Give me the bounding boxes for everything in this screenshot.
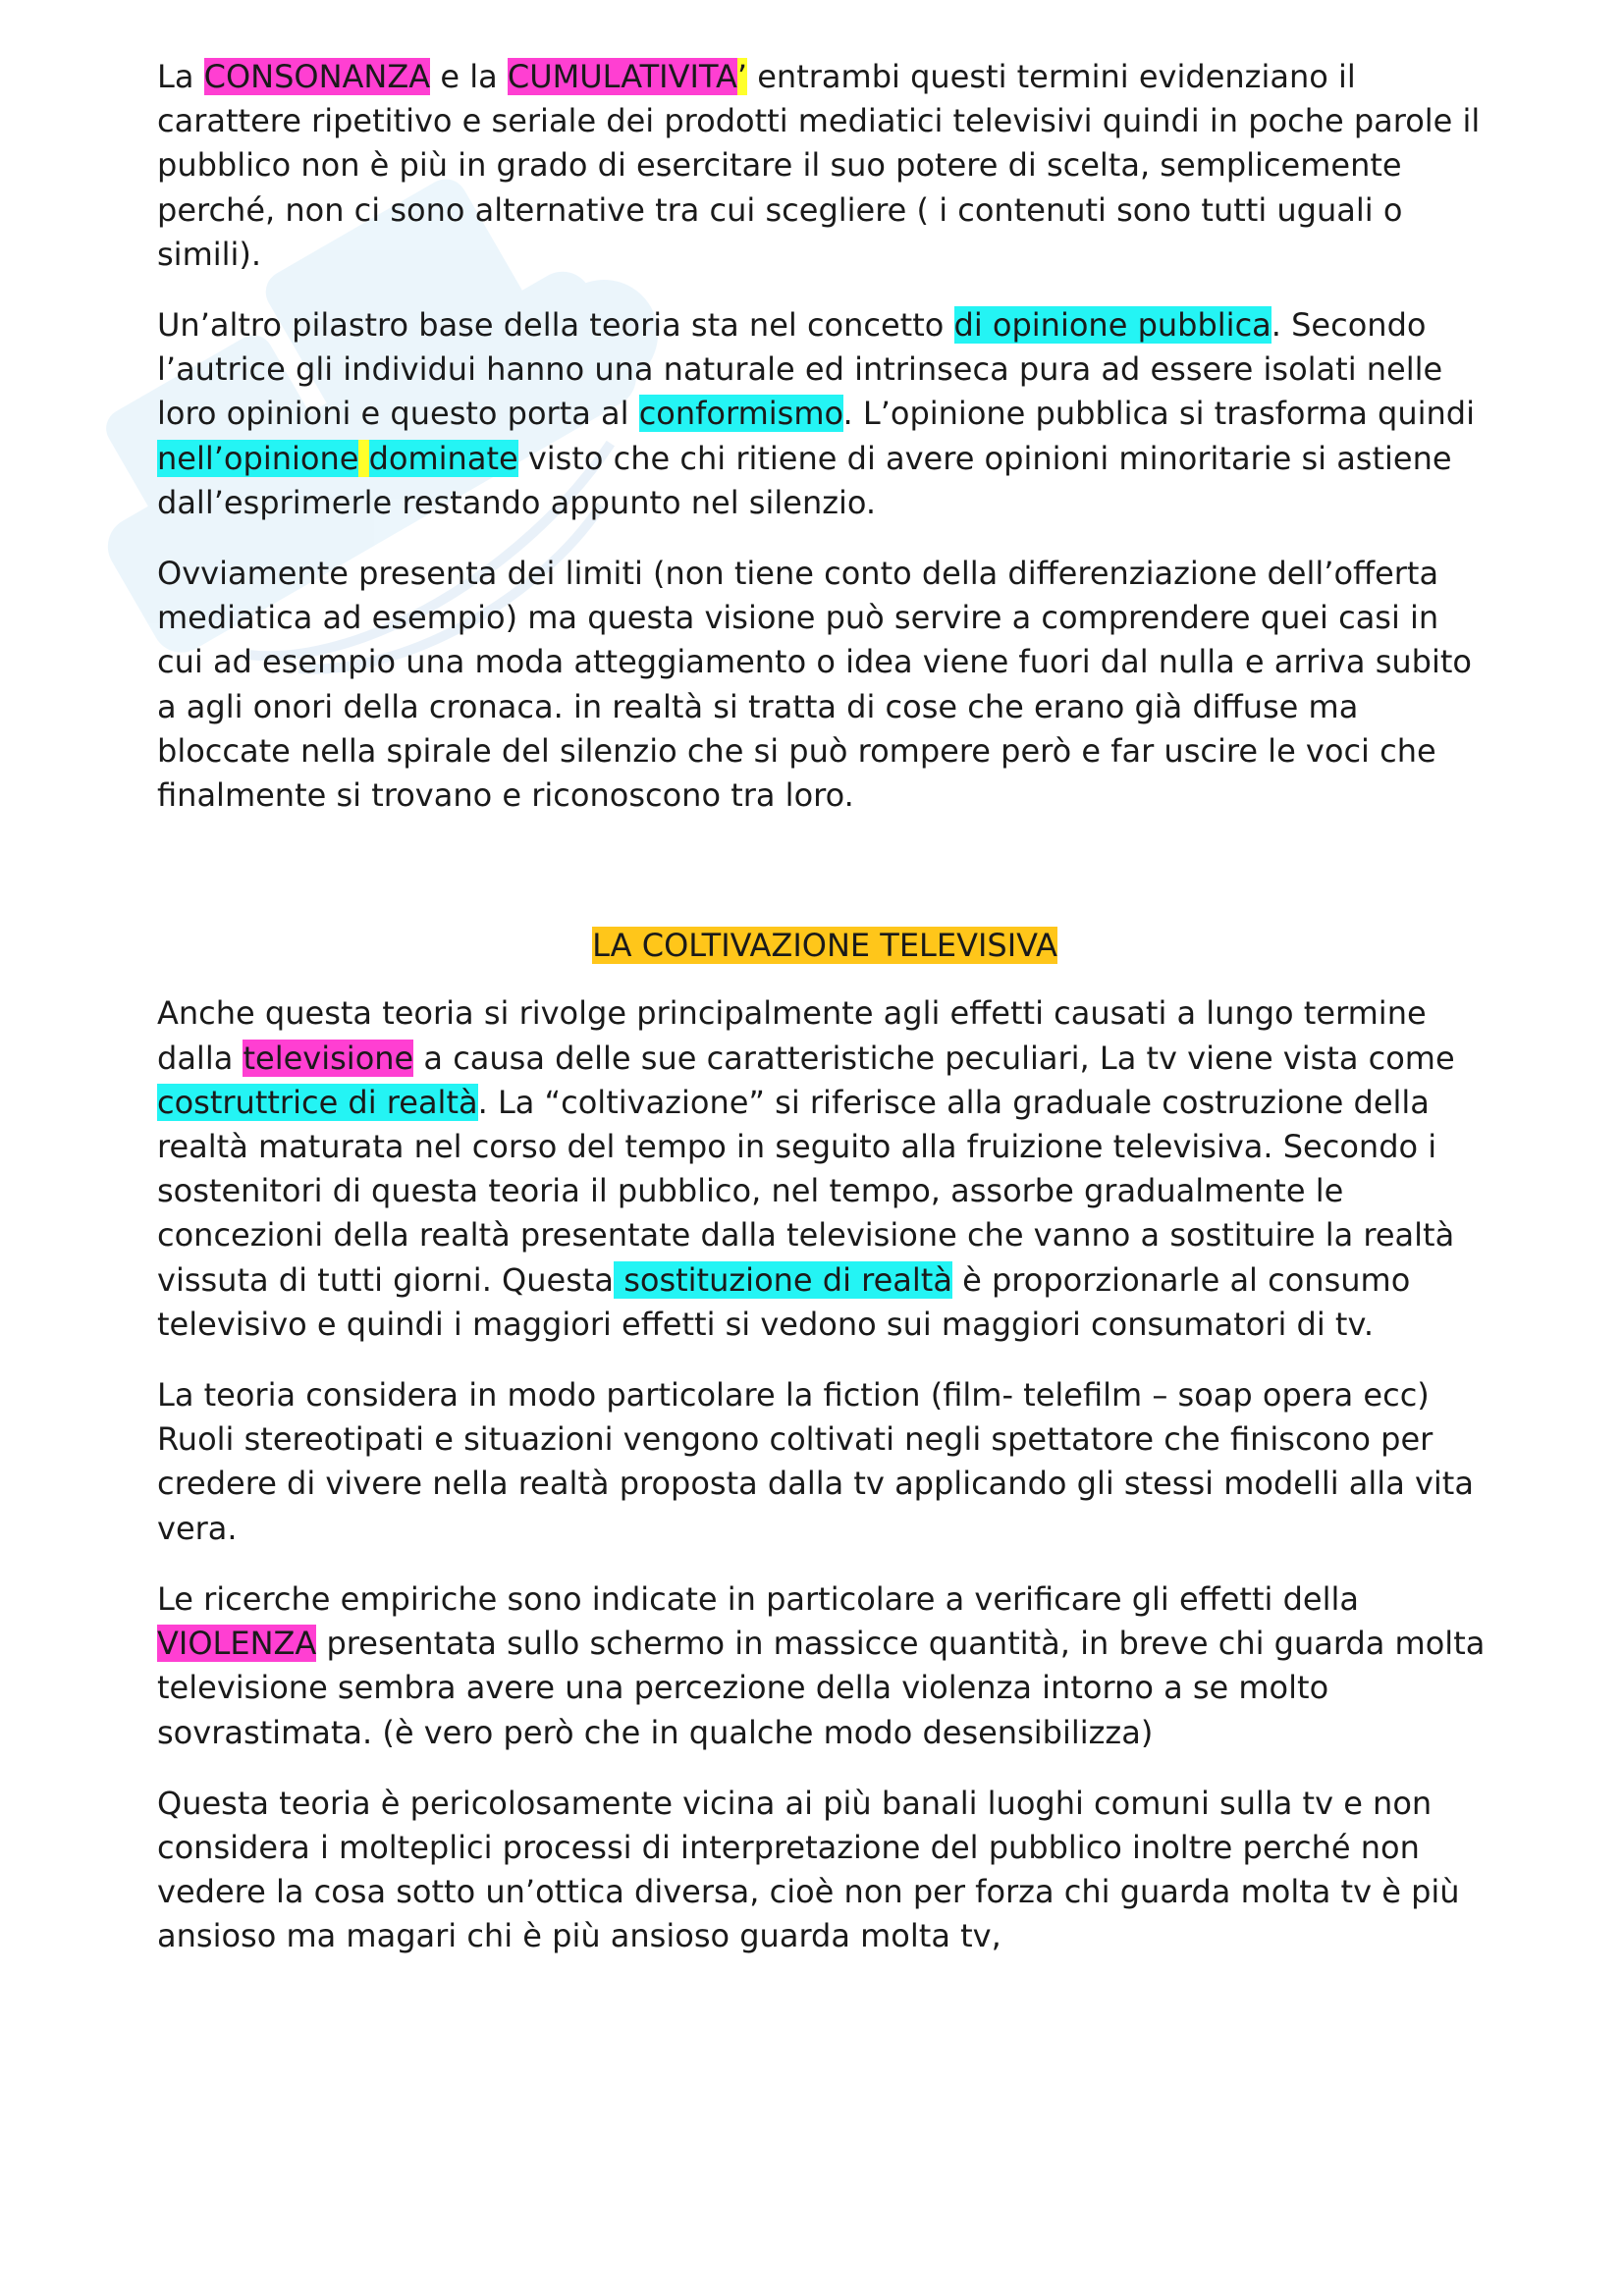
- paragraph-limiti: [157, 552, 1492, 818]
- coltivazione-section: [157, 991, 1492, 1958]
- highlight-pink: CONSONANZA: [203, 58, 431, 95]
- highlight-pink: VIOLENZA: [157, 1625, 317, 1663]
- highlight-yellow: ’: [736, 58, 748, 95]
- text-run: Un’altro pilastro base della teoria sta nel concetto: [157, 306, 954, 345]
- section-heading-text: LA COLTIVAZIONE TELEVISIVA: [592, 927, 1057, 965]
- text-run: . La “coltivazione” si riferisce alla graduale costruzione della realtà maturata nel corso del tempo in seguito alla fruizione televisiva. Secondo i sostenitori di questa teoria il pubblico, nel tempo, assorbe gradualmente le concezioni della realtà presentate dalla televisione che vanno a sostituire la realtà vissuta di tutti giorni. Questa: [157, 1083, 1455, 1299]
- paragraph-violenza: [157, 1577, 1492, 1755]
- text-run: . Secondo l’autrice gli individui hanno una naturale ed intrinseca pura ad essere isolati nelle loro opinioni e questo porta al: [157, 306, 1443, 433]
- section-heading: [157, 924, 1492, 968]
- paragraph-critica: [157, 1782, 1492, 1959]
- text-run: Questa teoria è pericolosamente vicina ai più banali luoghi comuni sulla tv e non considera i molteplici processi di interpretazione del pubblico inoltre perché non vedere la cosa sotto un’ottica diversa, cioè non per forza chi guarda molta tv è più ansioso ma magari chi è più ansioso guarda molta tv,: [157, 1784, 1460, 1955]
- highlight-yellow: [358, 440, 368, 477]
- text-run: e la: [430, 58, 508, 95]
- paragraph-coltivazione: [157, 991, 1492, 1347]
- highlight-cyan: nell’opinione: [157, 439, 359, 477]
- highlight-cyan: costruttrice di realtà: [157, 1083, 478, 1121]
- intro-section: [157, 55, 1492, 818]
- document-page: [157, 55, 1492, 1986]
- highlight-pink: CUMULATIVITA: [507, 58, 737, 95]
- highlight-cyan: di opinione pubblica: [953, 306, 1271, 345]
- highlight-cyan: sostituzione di realtà: [614, 1260, 952, 1299]
- text-run: La: [157, 58, 204, 95]
- highlight-cyan: dominate: [368, 439, 518, 477]
- highlight-cyan: conformismo: [638, 395, 843, 433]
- highlight-pink: televisione: [243, 1039, 414, 1077]
- text-run: visto che chi ritiene di avere opinioni minoritarie si astiene dall’esprimerle restando appunto nel silenzio.: [157, 439, 1452, 521]
- text-run: Ovviamente presenta dei limiti (non tiene conto della differenziazione dell’offerta mediatica ad esempio) ma questa visione può servire a comprendere quei casi in cui ad esempio una moda atteggiamento o idea viene fuori dal nulla e arriva subito a agli onori della cronaca. in realtà si tratta di cose che erano già diffuse ma bloccate nella spirale del silenzio che si può rompere però e far uscire le voci che finalmente si trovano e riconoscono tra loro.: [157, 555, 1472, 815]
- text-run: è proporzionarle al consumo televisivo e quindi i maggiori effetti si vedono sui maggiori consumatori di tv.: [157, 1260, 1411, 1343]
- paragraph-opinione-pubblica: [157, 303, 1492, 525]
- text-run: presentata sullo schermo in massicce quantità, in breve chi guarda molta televisione sembra avere una percezione della violenza intorno a se molto sovrastimata. (è vero però che in qualche modo desensibilizza): [157, 1625, 1486, 1751]
- text-run: La teoria considera in modo particolare la fiction (film- telefilm – soap opera ecc) Ruoli stereotipati e situazioni vengono coltivati negli spettatore che finiscono per credere di vivere nella realtà proposta dalla tv applicando gli stessi modelli alla vita vera.: [157, 1376, 1474, 1547]
- text-run: Anche questa teoria si rivolge principalmente agli effetti causati a lungo termine dalla: [157, 994, 1427, 1077]
- text-run: a causa delle sue caratteristiche peculiari, La tv viene vista come: [413, 1039, 1455, 1077]
- text-run: Le ricerche empiriche sono indicate in particolare a verificare gli effetti della: [157, 1579, 1359, 1618]
- text-run: entrambi questi termini evidenziano il carattere ripetitivo e seriale dei prodotti mediatici televisivi quindi in poche parole il pubblico non è più in grado di esercitare il suo potere di scelta, semplicemente perché, non ci sono alternative tra cui scegliere ( i contenuti sono tutti uguali o simili).: [157, 58, 1481, 273]
- text-run: . L’opinione pubblica si trasforma quindi: [842, 395, 1475, 433]
- paragraph-fiction: [157, 1373, 1492, 1551]
- paragraph-consonanza: [157, 55, 1492, 277]
